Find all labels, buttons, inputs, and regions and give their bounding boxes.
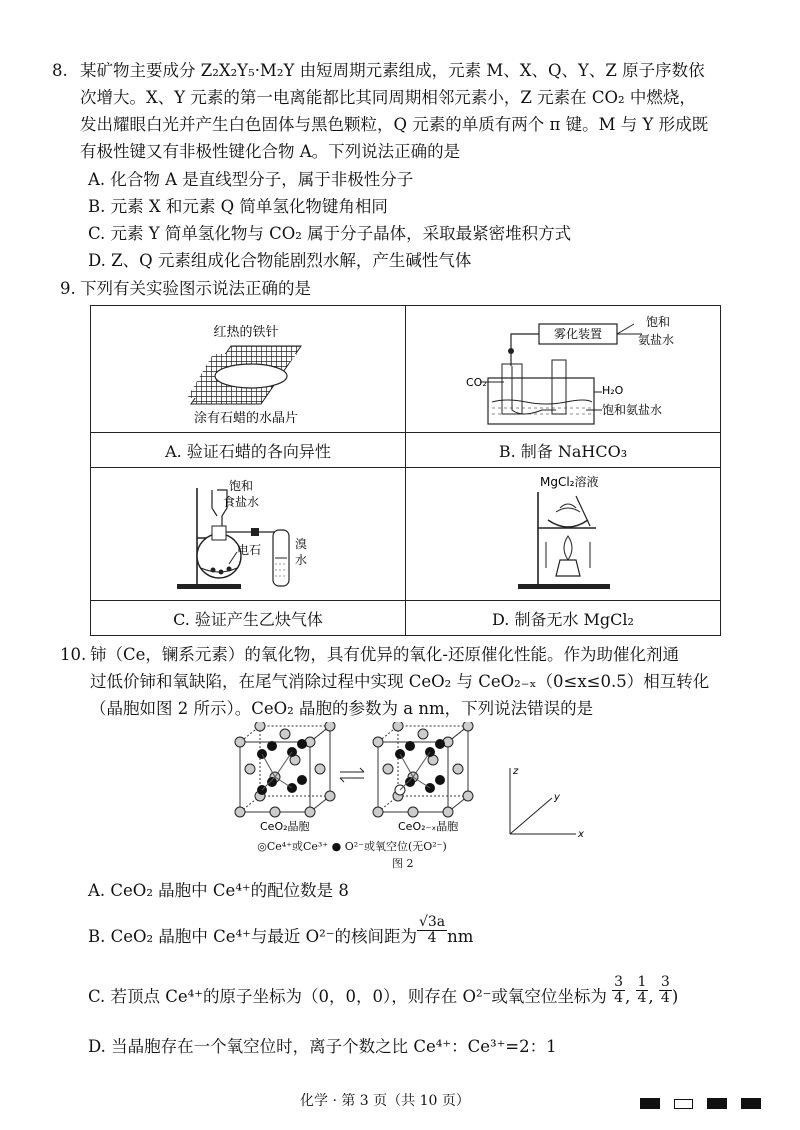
- frac-1-den: 4: [614, 990, 623, 1006]
- scan-marks: [640, 1093, 775, 1112]
- caption-c: C. 验证产生乙炔气体: [91, 601, 406, 636]
- q10-option-c-text: C. 若顶点 Ce⁴⁺的原子坐标为（0，0，0），则存在 O²⁻或氧空位坐标为: [88, 987, 607, 1006]
- figure-d-evaporation-apparatus: [406, 468, 720, 596]
- frac-3-den: 4: [660, 990, 670, 1006]
- ceo2-unit-cell: [235, 722, 335, 817]
- figure-b-right-label-1: 饱和: [646, 315, 671, 329]
- figure-a-top-label: 红热的铁针: [213, 325, 279, 340]
- q10-option-a: A. CeO₂ 晶胞中 Ce⁴⁺的配位数是 8: [88, 881, 349, 900]
- caption-d: D. 制备无水 MgCl₂: [406, 601, 721, 636]
- q8-stem-line-3: 发出耀眼白光并产生白色固体与黑色颗粒，Q 元素的单质有两个 π 键。M 与 Y 形成既: [80, 115, 709, 134]
- axis-x-label: x: [578, 829, 584, 840]
- scan-mark-hollow: [674, 1099, 693, 1109]
- q8-stem-line-4: 有极性键又有非极性键化合物 A。下列说法正确的是: [80, 142, 461, 161]
- q10-stem-line-3: （晶胞如图 2 所示）。CeO₂ 晶胞的参数为 a nm，下列说法错误的是: [90, 699, 594, 718]
- q10-option-b: [88, 914, 474, 948]
- q8-option-b: B. 元素 X 和元素 Q 简单氢化物键角相同: [88, 197, 388, 216]
- caption-b: B. 制备 NaHCO₃: [406, 433, 721, 468]
- q10-option-c-frac-1: [612, 975, 625, 1006]
- q9-number: 9.: [60, 279, 76, 298]
- xyz-axes: [510, 766, 584, 840]
- figure-c-cell: [91, 468, 406, 601]
- frac-1-num: 3: [614, 974, 623, 990]
- q8-option-d: D. Z、Q 元素组成化合物能剧烈水解，产生碱性气体: [88, 251, 472, 270]
- q10-option-b-numerator: √3a: [418, 914, 446, 930]
- q10-stem-line-1: 铈（Ce，镧系元素）的氧化物，具有优异的氧化-还原催化性能。作为助催化剂通: [90, 645, 679, 664]
- q10-option-c-frac-2: [636, 975, 649, 1006]
- q10-number: 10.: [60, 645, 87, 664]
- figure-b-box-label: 雾化装置: [553, 327, 603, 341]
- figure-a-cell: [91, 306, 406, 433]
- figure-c-label-carbide: 电石: [237, 543, 262, 557]
- ceo2-x-cell-label: CeO₂₋ₓ晶胞: [398, 820, 459, 833]
- q8-number: 8.: [52, 61, 68, 80]
- figure-b-co2-label: CO₂: [466, 376, 487, 389]
- figure-2-crystal-cells: [230, 722, 590, 852]
- ceo2-x-unit-cell: [373, 722, 473, 817]
- q10-option-b-denominator: 4: [427, 930, 437, 946]
- q8-stem-line-1: 某矿物主要成分 Z₂X₂Y₅·M₂Y 由短周期元素组成，元素 M、X、Q、Y、Z 原子序数依: [80, 61, 705, 80]
- page-footer: 化学 · 第 3 页（共 10 页）: [300, 1093, 470, 1109]
- figure-b-right-label-2: 氨盐水: [638, 333, 675, 347]
- figure-2-label: 图 2: [392, 857, 414, 870]
- axis-z-label: z: [513, 766, 519, 777]
- experiment-table: [90, 305, 721, 636]
- figure-c-label-saturated: 饱和: [229, 479, 254, 493]
- figure-c-label-brine: 食盐水: [223, 495, 260, 509]
- figure-b-nahco3-apparatus: [406, 306, 720, 428]
- caption-a: A. 验证石蜡的各向异性: [91, 433, 406, 468]
- figure-a-bottom-label: 涂有石蜡的水晶片: [193, 411, 299, 426]
- figure-d-label: MgCl₂溶液: [540, 475, 599, 489]
- q10-option-b-unit: nm: [447, 927, 474, 946]
- q9-stem: 下列有关实验图示说法正确的是: [80, 279, 311, 298]
- q10-stem-line-2: 过低价铈和氧缺陷，在尾气消除过程中实现 CeO₂ 与 CeO₂₋ₓ（0≤x≤0.5）相互转化: [90, 672, 710, 691]
- frac-2-den: 4: [637, 990, 647, 1006]
- figure-a-quartz-plate: [91, 306, 405, 428]
- figure-b-cell: [406, 306, 721, 433]
- scan-mark: [640, 1098, 660, 1109]
- figure-c-acetylene-apparatus: [91, 468, 405, 596]
- figure-2-legend: ◎Ce⁴⁺或Ce³⁺ ● O²⁻或氧空位(无O²⁻): [257, 840, 447, 853]
- q10-option-c-frac-3: [659, 975, 672, 1006]
- q8-stem-line-2: 次增大。X、Y 元素的第一电离能都比其同周期相邻元素小，Z 元素在 CO₂ 中燃烧，: [80, 88, 696, 107]
- scan-mark: [741, 1098, 761, 1109]
- figure-d-cell: [406, 468, 721, 601]
- frac-3-num: 3: [660, 974, 670, 990]
- q10-option-c: C. 若顶点 Ce⁴⁺的原子坐标为（0，0，0），则存在 O²⁻或氧空位坐标为 $\frac{3}{4}$ , $\frac{1}{4}$ , $\frac{3}{4}$ ): [88, 974, 679, 1006]
- ceo2-cell-label: CeO₂晶胞: [260, 820, 310, 833]
- q8-option-a: A. 化合物 A 是直线型分子，属于非极性分子: [88, 170, 414, 189]
- figure-c-label-bromine: 溴: [295, 537, 308, 551]
- q10-option-b-text: B. CeO₂ 晶胞中 Ce⁴⁺与最近 O²⁻的核间距为: [88, 927, 417, 946]
- q8-option-c: C. 元素 Y 简单氢化物与 CO₂ 属于分子晶体，采取最紧密堆积方式: [88, 224, 572, 243]
- figure-b-h2o-label: H₂O: [602, 384, 624, 397]
- figure-b-liquid-label: 饱和氨盐水: [602, 403, 663, 417]
- frac-2-num: 1: [637, 974, 647, 990]
- q10-option-b-fraction: [417, 915, 447, 946]
- axis-y-label: y: [554, 792, 560, 803]
- scan-mark: [707, 1098, 727, 1109]
- figure-c-label-water: 水: [295, 553, 308, 567]
- double-arrow: [340, 768, 364, 782]
- q10-option-d: D. 当晶胞存在一个氧空位时，离子个数之比 Ce⁴⁺：Ce³⁺=2：1: [88, 1037, 557, 1056]
